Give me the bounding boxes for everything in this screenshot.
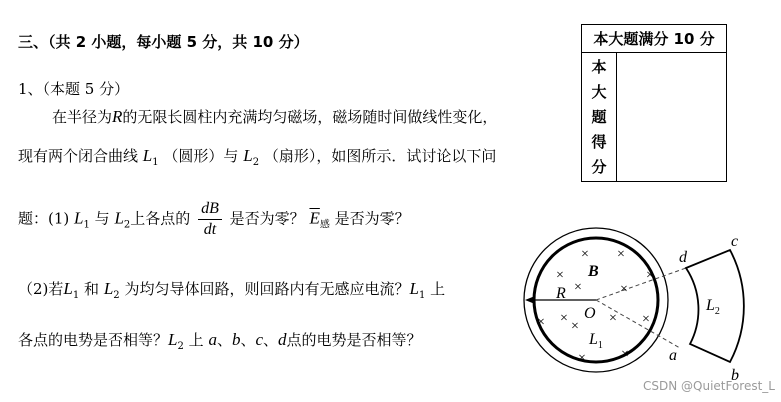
- radius-arrowhead: [525, 296, 535, 304]
- problem-line-5: 各点的电势是否相等？$L_2$ 上 a、b、c、d点的电势是否相等？: [18, 330, 422, 352]
- dB-dt-fraction: $\frac{dB}{dt}$: [198, 199, 222, 240]
- label-L2: $L_2$: [706, 297, 720, 317]
- problem-line-1: 在半径为R的无限长圆柱内充满均匀磁场，磁场随时间做线性变化，: [52, 107, 498, 126]
- cross-mark: ×: [642, 312, 650, 327]
- label-B: B: [588, 263, 599, 280]
- problem-line-3: 题：(1) $L_1$ 与 $L_2$上各点的 $\frac{dB}{dt}$ 是否为零？ $\overline{E}_感$ 是否为零？: [18, 200, 410, 238]
- cross-mark: ×: [560, 311, 568, 326]
- score-table-header: 本大题满分 10 分: [582, 25, 727, 53]
- label-L1: $L_1$: [589, 331, 603, 351]
- label-a: a: [669, 347, 677, 364]
- score-label-char: 本: [591, 57, 607, 76]
- cross-mark: ×: [609, 311, 617, 326]
- cross-mark: ×: [578, 351, 586, 366]
- score-label-char: 分: [591, 157, 607, 176]
- cross-mark: ×: [571, 319, 579, 334]
- cross-mark: ×: [581, 247, 589, 262]
- induced-field-symbol: $\overline{E}$: [309, 208, 320, 228]
- cross-mark: ×: [537, 315, 545, 330]
- label-R: R: [556, 285, 566, 302]
- score-label-char: 大: [591, 82, 607, 101]
- cross-mark: ×: [646, 268, 654, 283]
- cross-mark: ×: [621, 347, 629, 362]
- label-O: O: [584, 305, 596, 322]
- score-label-char: 题: [591, 107, 607, 126]
- dashed-line-od: [596, 268, 686, 300]
- watermark: CSDN @QuietForest_L: [642, 379, 775, 393]
- cross-mark: ×: [556, 268, 564, 283]
- problem-number: 1、（本题 5 分）: [18, 80, 130, 98]
- label-d: d: [679, 249, 687, 266]
- section-title: 三、（共 2 小题，每小题 5 分，共 10 分）: [18, 33, 309, 51]
- cross-mark: ×: [620, 282, 628, 297]
- label-b: b: [731, 367, 739, 384]
- cross-mark: ×: [574, 280, 582, 295]
- label-c: c: [731, 233, 739, 250]
- cross-mark: ×: [617, 247, 625, 262]
- problem-line-4: （2)若$L_1$ 和 $L_2$ 为均匀导体回路，则回路内有无感应电流？$L_1$ 上: [18, 279, 446, 301]
- problem-line-2: 现有两个闭合曲线 $L_1$ （圆形）与 $L_2$ （扇形），如图所示．试讨论以下问: [18, 146, 497, 168]
- score-label-char: 得: [591, 132, 607, 151]
